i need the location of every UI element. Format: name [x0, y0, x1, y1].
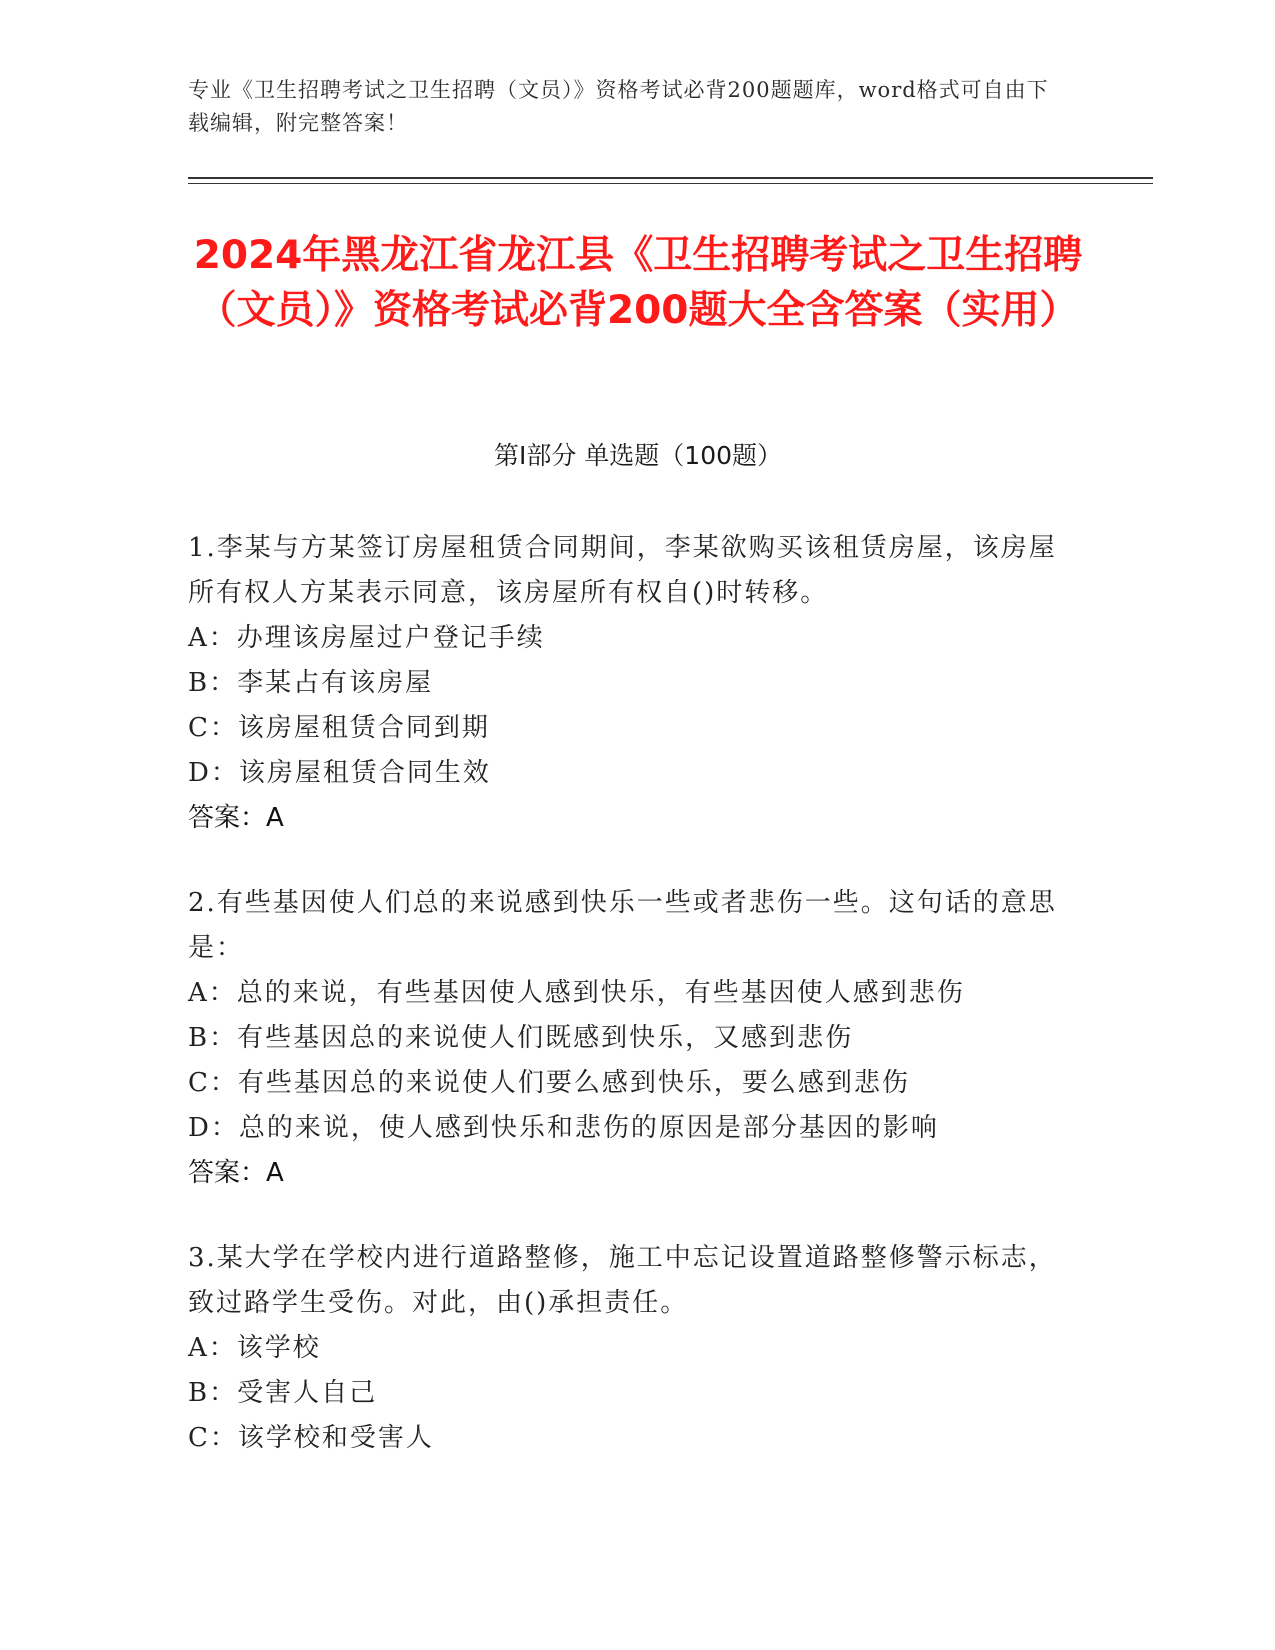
option-d: D：总的来说，使人感到快乐和悲伤的原因是部分基因的影响: [188, 1113, 939, 1143]
question-list: [188, 526, 1068, 1501]
option-a: A：总的来说，有些基因使人感到快乐，有些基因使人感到悲伤: [188, 978, 965, 1008]
section-heading: 第I部分 单选题（100题）: [493, 441, 783, 470]
option-b: B：受害人自己: [188, 1378, 378, 1408]
option-b: B：李某占有该房屋: [188, 668, 434, 698]
question-1: [188, 526, 1068, 841]
option-c: C：有些基因总的来说使人们要么感到快乐，要么感到悲伤: [188, 1068, 910, 1098]
header-note: 专业《卫生招聘考试之卫生招聘（文员）》资格考试必背200题题库，word格式可自由下载编辑，附完整答案！: [188, 78, 1049, 135]
option-c: C：该房屋租赁合同到期: [188, 713, 490, 743]
answer: 答案：A: [188, 1158, 284, 1188]
answer: 答案：A: [188, 803, 284, 833]
option-a: A：该学校: [188, 1333, 321, 1363]
document-title: 2024年黑龙江省龙江县《卫生招聘考试之卫生招聘（文员）》资格考试必背200题大全含答案（实用）: [193, 233, 1083, 333]
question-stem: 1.李某与方某签订房屋租赁合同期间，李某欲购买该租赁房屋，该房屋所有权人方某表示同意，该房屋所有权自()时转移。: [188, 533, 1057, 608]
header-divider-thick: [188, 177, 1153, 179]
question-2: [188, 881, 1068, 1196]
option-d: D：该房屋租赁合同生效: [188, 758, 491, 788]
question-stem: 2.有些基因使人们总的来说感到快乐一些或者悲伤一些。这句话的意思是：: [188, 888, 1057, 963]
option-b: B：有些基因总的来说使人们既感到快乐，又感到悲伤: [188, 1023, 854, 1053]
question-stem: 3.某大学在学校内进行道路整修，施工中忘记设置道路整修警示标志，致过路学生受伤。对此，由()承担责任。: [188, 1243, 1057, 1318]
option-c: C：该学校和受害人: [188, 1423, 434, 1453]
header-divider-thin: [188, 183, 1153, 184]
option-a: A：办理该房屋过户登记手续: [188, 623, 545, 653]
question-3: [188, 1236, 1068, 1461]
